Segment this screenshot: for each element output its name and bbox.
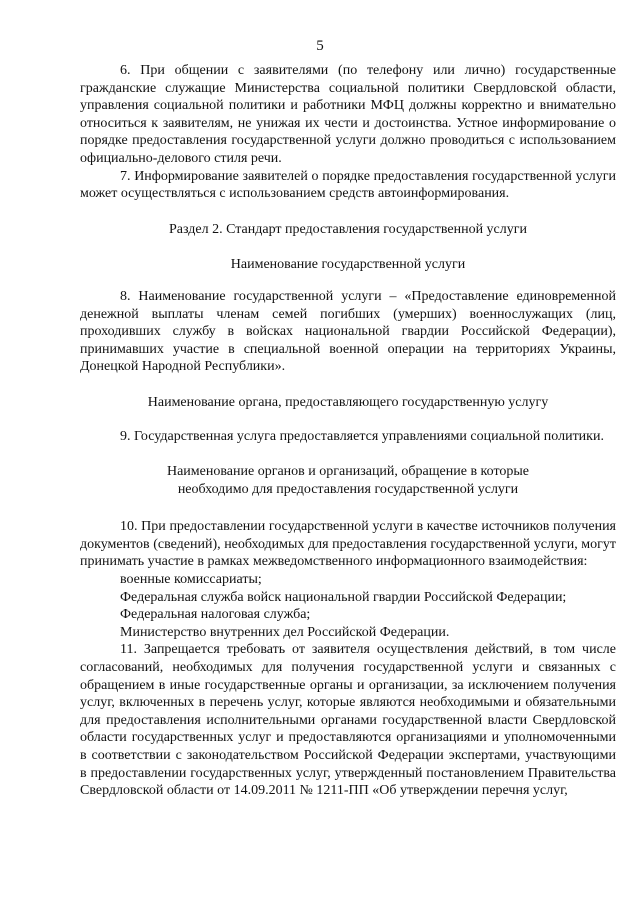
paragraph-6: 6. При общении с заявителями (по телефону или лично) государственные гражданские служащие Министерства социальной политики Свердловской области, управления социальной политики и работники МФЦ должны корректно и внимательно относиться к заявителям, не унижая их чести и достоинства. Устное информирование о порядке предоставления государственной услуги должно проводиться с использованием официально-делового стиля речи. — [80, 63, 616, 166]
page-number: 5 — [316, 38, 324, 54]
paragraph-11: 11. Запрещается требовать от заявителя осуществления действий, в том числе согласований, необходимых для получения государственной услуги и связанных с обращением в иные государственные органы и организации, за исключением получения услуг, включенных в перечень услуг, которые являются необходимыми и обязательными для предоставления исполнительными органами государственной власти Свердловской области государственных услуг и предоставляются организациями и уполномоченными в соответствии с законодательством Российской Федерации экспертами, участвующими в предоставлении государственных услуг, утвержденный постановлением Правительства Свердловской области от 14.09.2011 № 1211-ПП «Об утверждении перечня услуг, — [80, 642, 616, 799]
heading-service-name: Наименование государственной услуги — [230, 257, 466, 273]
document-body — [80, 62, 616, 800]
heading-organizations-line-1: Наименование органов и организаций, обращение в которые — [166, 464, 530, 480]
paragraph-8: 8. Наименование государственной услуги – «Предоставление единовременной денежной выплаты членам семей погибших (умерших) военнослужащих (лиц, проходивших службу в войсках национальной гвардии Российской Федерации), принимавших участие в специальной военной операции на территориях Украины, Донецкой Народной Республики». — [80, 288, 616, 375]
paragraph-7: 7. Информирование заявителей о порядке предоставления государственной услуги может осуществляться с использованием средств автоинформирования. — [80, 168, 616, 202]
list-item-military-commissariats: военные комиссариаты; — [120, 572, 262, 588]
list-item-interior-ministry: Министерство внутренних дел Российской Федерации. — [120, 624, 450, 640]
heading-organizations-line-2: необходимо для предоставления государственной услуги — [177, 481, 519, 497]
paragraph-9: 9. Государственная услуга предоставляется управлениями социальной политики. — [120, 428, 604, 444]
heading-organ: Наименование органа, предоставляющего государственную услугу — [147, 394, 549, 410]
list-item-national-guard: Федеральная служба войск национальной гвардии Российской Федерации; — [120, 589, 567, 605]
paragraph-10: 10. При предоставлении государственной услуги в качестве источников получения документов (сведений), необходимых для предоставления государственной услуги, могут принимать участие в рамках межведомственного информационного взаимодействия: — [80, 519, 616, 570]
section-title: Раздел 2. Стандарт предоставления государственной услуги — [169, 221, 527, 237]
list-item-tax-service: Федеральная налоговая служба; — [120, 607, 311, 623]
